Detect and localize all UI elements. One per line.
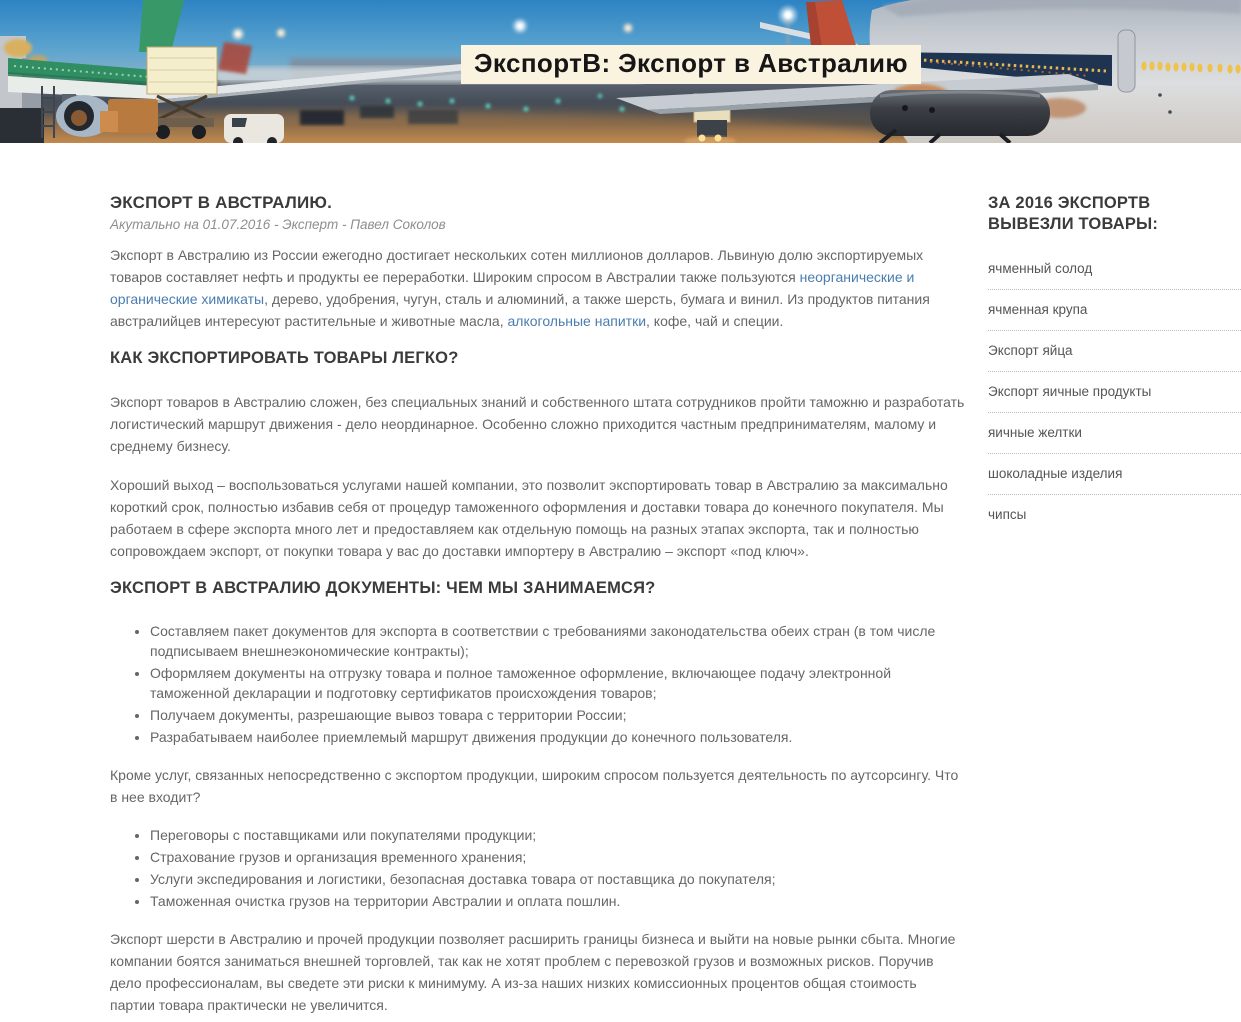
- outsourcing-list: [110, 825, 965, 911]
- intro-text-1: Экспорт в Австралию из России ежегодно достигает нескольких сотен миллионов долларов. Львиную долю экспортируемых товаров составляет нефть и продукты ее переработки. Широким спросом в Австралии также пользуются: [110, 247, 924, 285]
- sidebar-item-egg-products[interactable]: Экспорт яичные продукты: [988, 372, 1241, 413]
- section-heading-documents: ЭКСПОРТ В АВСТРАЛИЮ ДОКУМЕНТЫ: ЧЕМ МЫ ЗАНИМАЕМСЯ?: [110, 579, 656, 597]
- sidebar-title: ЗА 2016 ЭКСПОРТВ ВЫВЕЗЛИ ТОВАРЫ:: [988, 194, 1159, 233]
- paragraph-export-difficulty: Экспорт товаров в Австралию сложен, без специальных знаний и собственного штата сотрудников пройти таможню и разработать логистический маршрут движения - дело неординарное. Особенно сложно приходится частным предпринимателям, малому и среднему бизнесу.: [110, 394, 965, 454]
- section-heading-how-to-export: КАК ЭКСПОРТИРОВАТЬ ТОВАРЫ ЛЕГКО?: [110, 349, 459, 367]
- sidebar-item-chips[interactable]: чипсы: [988, 507, 1027, 522]
- list-item: • Переговоры с поставщиками или покупателями продукции;: [150, 825, 965, 845]
- list-item: • Составляем пакет документов для экспорта в соответствии с требованиями законодательства обеих стран (в том числе подписываем внешнеэкономические контракты);: [150, 621, 965, 661]
- link-alcohol[interactable]: алкогольные напитки: [507, 313, 647, 329]
- intro-text-2: , дерево, удобрения, чугун, сталь и алюминий, а также шерсть, бумага и винил. Из продуктов питания австралийцев интересуют растительные и животные масла,: [110, 291, 930, 329]
- article: [110, 193, 965, 1022]
- intro-paragraph: [110, 244, 965, 332]
- sidebar-item-chocolate[interactable]: шоколадные изделия: [988, 454, 1241, 495]
- hero-section: [0, 0, 1241, 143]
- paragraph-company-services: Хороший выход – воспользоваться услугами нашей компании, это позволит экспортировать товар в Австралию за максимально короткий срок, полностью избавив себя от процедур таможенного оформления и доставки товара до конечного покупателя. Мы работаем в сфере экспорта много лет и предоставляем как отдельную помощь на разных этапах экспорта, так и полностью сопровождаем экспорт, от покупки товара у вас до доставки импортеру в Австралию – экспорт «под ключ».: [110, 477, 948, 559]
- link-chemicals[interactable]: неорганические и органические химикаты: [110, 269, 915, 307]
- sidebar-item-egg-yolks[interactable]: яичные желтки: [988, 413, 1241, 454]
- sidebar-products-list: [988, 249, 1241, 535]
- sidebar-item-egg-export[interactable]: Экспорт яйца: [988, 331, 1241, 372]
- intro-text-3: , кофе, чай и специи.: [646, 313, 784, 329]
- content-area: [0, 143, 1241, 1022]
- sidebar-item-barley-malt[interactable]: ячменный солод: [988, 249, 1241, 290]
- list-item: • Страхование грузов и организация временного хранения;: [150, 847, 965, 867]
- list-item: • Таможенная очистка грузов на территории Австралии и оплата пошлин.: [150, 891, 965, 911]
- sidebar-item-barley-groats[interactable]: ячменная крупа: [988, 290, 1241, 331]
- article-title: ЭКСПОРТ В АВСТРАЛИЮ.: [110, 193, 333, 212]
- services-list: [110, 621, 965, 747]
- list-item: • Получаем документы, разрешающие вывоз товара с территории России;: [150, 705, 965, 725]
- hero-title: [461, 45, 921, 84]
- sidebar: [988, 193, 1241, 535]
- list-item: • Разрабатываем наиболее приемлемый маршрут движения продукции до конечного пользователя.: [150, 727, 965, 747]
- list-item: • Услуги экспедирования и логистики, безопасная доставка товара от поставщика до покупателя;: [150, 869, 965, 889]
- hero-title-text: ЭкспортВ: Экспорт в Австралию: [474, 48, 909, 78]
- paragraph-closing: Экспорт шерсти в Австралию и прочей продукции позволяет расширить границы бизнеса и выйти на новые рынки сбыта. Многие компании боятся заниматься внешней торговлей, так как не хотят проблем с перевозкой грузов и возможных рисков. Поручив дело профессионалам, вы сведете эти риски к минимуму. А из-за наших низких комиссионных процентов общая стоимость партии товара практически не увеличится.: [110, 931, 956, 1013]
- list-item: • Оформляем документы на отгрузку товара и полное таможенное оформление, включающее подачу электронной таможенной декларации и подготовку сертификатов происхождения товаров;: [150, 663, 965, 703]
- article-byline: Акутально на 01.07.2016 - Эксперт - Павел Соколов: [110, 217, 446, 232]
- paragraph-outsourcing-intro: Кроме услуг, связанных непосредственно с экспортом продукции, широким спросом пользуется деятельность по аутсорсингу. Что в нее входит?: [110, 767, 959, 805]
